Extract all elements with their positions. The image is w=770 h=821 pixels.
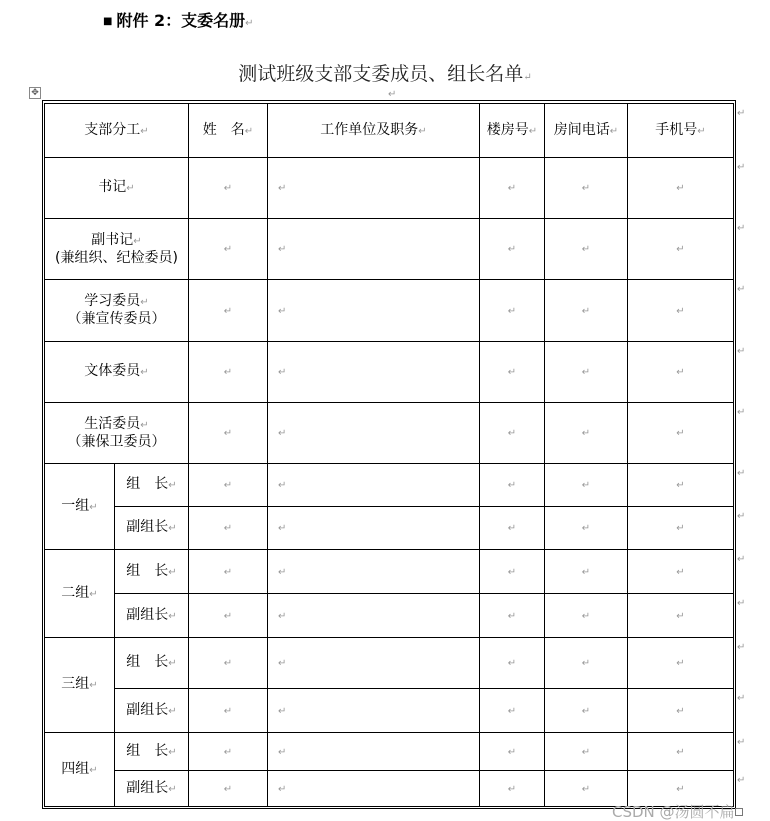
- unit-cell[interactable]: [268, 638, 480, 689]
- paragraph-mark: ↵: [388, 89, 397, 100]
- group-leader-row: [45, 733, 734, 771]
- paragraph-mark: ↵: [168, 783, 177, 795]
- column-header[interactable]: [545, 104, 628, 158]
- unit-cell[interactable]: [268, 158, 480, 219]
- role-cell[interactable]: [45, 280, 189, 342]
- member-table: [44, 103, 734, 807]
- role-cell-text: 文体委员: [84, 363, 141, 379]
- mobile-cell[interactable]: [628, 689, 734, 733]
- name-cell[interactable]: [189, 638, 268, 689]
- building-cell[interactable]: [480, 689, 545, 733]
- row-end-mark: ↵: [737, 223, 746, 234]
- group-cell[interactable]: [45, 550, 115, 638]
- role-row: [45, 158, 734, 219]
- column-header[interactable]: [268, 104, 480, 158]
- column-header[interactable]: [189, 104, 268, 158]
- unit-cell[interactable]: [268, 771, 480, 807]
- name-cell[interactable]: [189, 403, 268, 464]
- row-end-mark: ↵: [737, 511, 746, 522]
- name-cell[interactable]: [189, 594, 268, 638]
- role-cell[interactable]: [45, 219, 189, 280]
- room-phone-cell[interactable]: [545, 403, 628, 464]
- row-end-mark: ↵: [737, 284, 746, 295]
- name-cell[interactable]: [189, 158, 268, 219]
- row-end-mark: ↵: [737, 642, 746, 653]
- name-cell[interactable]: [189, 507, 268, 550]
- paragraph-mark: ↵: [89, 764, 98, 776]
- row-end-mark: ↵: [737, 162, 746, 173]
- unit-cell[interactable]: [268, 464, 480, 507]
- room-phone-cell[interactable]: [545, 550, 628, 594]
- mobile-cell[interactable]: [628, 733, 734, 771]
- name-cell[interactable]: [189, 550, 268, 594]
- group-cell-text: 二组: [61, 584, 90, 601]
- column-header-text: 房间电话: [553, 121, 610, 138]
- paragraph-mark: ↵: [168, 705, 177, 717]
- building-cell[interactable]: [480, 403, 545, 464]
- deputy-cell-text: 副组长: [126, 779, 169, 796]
- building-cell[interactable]: [480, 464, 545, 507]
- name-cell[interactable]: [189, 733, 268, 771]
- unit-cell[interactable]: [268, 689, 480, 733]
- role-row: [45, 403, 734, 464]
- mobile-cell[interactable]: [628, 342, 734, 403]
- name-cell[interactable]: [189, 771, 268, 807]
- building-cell[interactable]: [480, 158, 545, 219]
- document-title: 测试班级支部支委成员、组长名单↵: [238, 63, 532, 85]
- unit-cell[interactable]: [268, 507, 480, 550]
- mobile-cell[interactable]: [628, 464, 734, 507]
- paragraph-mark: ↵: [140, 419, 149, 431]
- row-end-mark: ↵: [737, 737, 746, 748]
- name-cell[interactable]: [189, 342, 268, 403]
- group-cell-text: 一组: [61, 497, 90, 514]
- deputy-cell[interactable]: [115, 594, 189, 638]
- paragraph-mark: ↵: [609, 125, 619, 137]
- role-cell-text: 生活委员: [84, 415, 141, 432]
- paragraph-mark: ↵: [168, 523, 177, 534]
- paragraph-mark: ↵: [140, 297, 149, 308]
- leader-cell[interactable]: [115, 550, 189, 594]
- paragraph-mark: ↵: [140, 125, 149, 137]
- group-cell[interactable]: [45, 638, 115, 733]
- unit-cell[interactable]: [268, 219, 480, 280]
- room-phone-cell[interactable]: [545, 771, 628, 807]
- leader-cell[interactable]: [115, 638, 189, 689]
- mobile-cell[interactable]: [628, 550, 734, 594]
- mobile-cell[interactable]: [628, 403, 734, 464]
- paragraph-mark: ↵: [418, 125, 427, 137]
- building-cell[interactable]: [480, 733, 545, 771]
- mobile-cell[interactable]: [628, 507, 734, 550]
- attachment-heading: ■ 附件 2：支委名册↵: [103, 11, 254, 30]
- column-header[interactable]: [45, 104, 189, 158]
- attachment-heading-text: 附件 2：支委名册: [116, 11, 246, 30]
- column-header-text: 姓 名: [202, 121, 245, 138]
- role-cell-text: 学习委员: [84, 293, 141, 309]
- column-header[interactable]: [480, 104, 545, 158]
- column-header[interactable]: [628, 104, 734, 158]
- name-cell[interactable]: [189, 464, 268, 507]
- paragraph-mark: ↵: [697, 125, 706, 137]
- mobile-cell[interactable]: [628, 594, 734, 638]
- row-end-mark: ↵: [737, 693, 746, 704]
- building-cell[interactable]: [480, 342, 545, 403]
- leader-cell[interactable]: [115, 464, 189, 507]
- role-cell-subtext: （兼宣传委员）: [67, 311, 166, 327]
- paragraph-mark: ↵: [168, 746, 177, 758]
- mobile-cell[interactable]: [628, 771, 734, 807]
- room-phone-cell[interactable]: [545, 733, 628, 771]
- column-header-text: 工作单位及职务: [320, 121, 419, 138]
- role-row: [45, 280, 734, 342]
- building-cell[interactable]: [480, 550, 545, 594]
- deputy-cell[interactable]: [115, 507, 189, 550]
- unit-cell[interactable]: [268, 733, 480, 771]
- row-end-mark: ↵: [737, 468, 746, 479]
- paragraph-mark: ↵: [89, 501, 98, 513]
- deputy-cell-text: 副组长: [126, 606, 169, 623]
- paragraph-mark: ↵: [168, 480, 177, 491]
- group-cell[interactable]: [45, 464, 115, 550]
- column-header-text: 支部分工: [84, 121, 141, 138]
- deputy-cell-text: 副组长: [126, 519, 169, 535]
- role-cell-text: 书记: [98, 179, 127, 195]
- column-header-text: 楼房号: [486, 121, 529, 138]
- deputy-cell[interactable]: [115, 689, 189, 733]
- room-phone-cell[interactable]: [545, 689, 628, 733]
- watermark: CSDN @汤圆不扁: [612, 803, 735, 821]
- paragraph-mark: ↵: [133, 235, 142, 247]
- group-deputy-row: [45, 689, 734, 733]
- table-move-handle-icon[interactable]: ✥: [29, 87, 41, 99]
- deputy-cell[interactable]: [115, 771, 189, 807]
- name-cell[interactable]: [189, 689, 268, 733]
- unit-cell[interactable]: [268, 342, 480, 403]
- leader-cell-text: 组 长: [126, 562, 169, 579]
- group-cell-text: 三组: [61, 676, 90, 692]
- leader-cell-text: 组 长: [126, 476, 169, 492]
- deputy-cell-text: 副组长: [126, 701, 169, 718]
- mobile-cell[interactable]: [628, 638, 734, 689]
- group-deputy-row: [45, 594, 734, 638]
- paragraph-mark: ↵: [140, 367, 149, 378]
- paragraph-mark: ↵: [168, 658, 177, 669]
- role-cell-text: 副书记: [91, 231, 134, 248]
- leader-cell-text: 组 长: [126, 742, 169, 759]
- table-resize-handle[interactable]: [735, 808, 743, 816]
- paragraph-mark: ↵: [89, 588, 98, 600]
- paragraph-mark: ↵: [244, 125, 254, 137]
- room-phone-cell[interactable]: [545, 638, 628, 689]
- building-cell[interactable]: [480, 280, 545, 342]
- building-cell[interactable]: [480, 507, 545, 550]
- mobile-cell[interactable]: [628, 158, 734, 219]
- room-phone-cell[interactable]: [545, 507, 628, 550]
- room-phone-cell[interactable]: [545, 219, 628, 280]
- room-phone-cell[interactable]: [545, 464, 628, 507]
- paragraph-mark: ↵: [528, 125, 538, 137]
- unit-cell[interactable]: [268, 594, 480, 638]
- paragraph-mark: ↵: [168, 566, 177, 578]
- name-cell[interactable]: [189, 219, 268, 280]
- title-text: 测试班级支部支委成员、组长名单: [238, 63, 524, 85]
- leader-cell-text: 组 长: [126, 654, 169, 670]
- role-cell[interactable]: [45, 342, 189, 403]
- group-leader-row: [45, 464, 734, 507]
- paragraph-mark: ↵: [168, 610, 177, 622]
- row-end-mark: ↵: [737, 598, 746, 609]
- role-row: [45, 342, 734, 403]
- building-cell[interactable]: [480, 638, 545, 689]
- unit-cell[interactable]: [268, 280, 480, 342]
- building-cell[interactable]: [480, 219, 545, 280]
- row-end-mark: ↵: [737, 346, 746, 357]
- group-leader-row: [45, 550, 734, 594]
- leader-cell[interactable]: [115, 733, 189, 771]
- group-deputy-row: [45, 507, 734, 550]
- column-header-text: 手机号: [655, 121, 698, 138]
- unit-cell[interactable]: [268, 550, 480, 594]
- role-cell[interactable]: [45, 403, 189, 464]
- row-end-mark: ↵: [737, 554, 746, 565]
- group-deputy-row: [45, 771, 734, 807]
- room-phone-cell[interactable]: [545, 342, 628, 403]
- paragraph-mark: ↵: [126, 183, 135, 194]
- role-cell[interactable]: [45, 158, 189, 219]
- row-end-mark: ↵: [737, 108, 746, 119]
- header-row: [45, 104, 734, 158]
- building-cell[interactable]: [480, 771, 545, 807]
- mobile-cell[interactable]: [628, 280, 734, 342]
- row-end-mark: ↵: [737, 775, 746, 786]
- group-cell-text: 四组: [61, 760, 90, 777]
- row-end-mark: ↵: [737, 407, 746, 418]
- group-leader-row: [45, 638, 734, 689]
- group-cell[interactable]: [45, 733, 115, 807]
- unit-cell[interactable]: [268, 403, 480, 464]
- building-cell[interactable]: [480, 594, 545, 638]
- role-cell-subtext: （兼保卫委员）: [67, 433, 166, 450]
- room-phone-cell[interactable]: [545, 594, 628, 638]
- role-row: [45, 219, 734, 280]
- name-cell[interactable]: [189, 280, 268, 342]
- role-cell-subtext: (兼组织、纪检委员): [55, 249, 178, 266]
- paragraph-mark: ↵: [89, 680, 98, 691]
- room-phone-cell[interactable]: [545, 280, 628, 342]
- room-phone-cell[interactable]: [545, 158, 628, 219]
- mobile-cell[interactable]: [628, 219, 734, 280]
